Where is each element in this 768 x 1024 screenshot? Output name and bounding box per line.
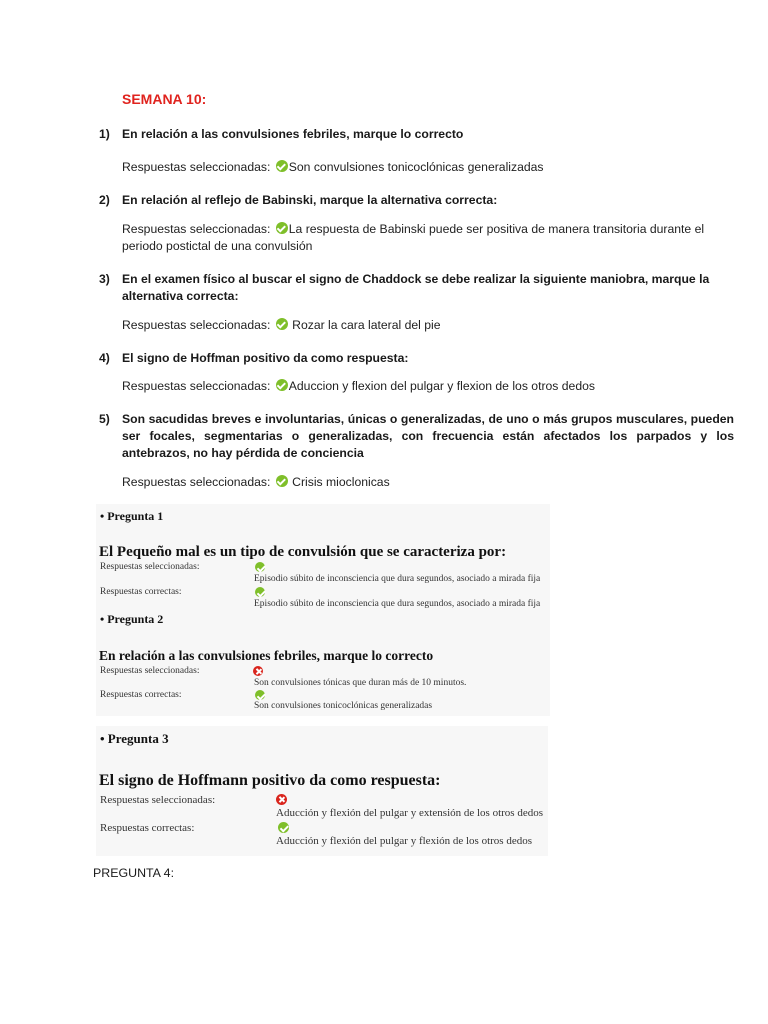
cross-icon (276, 794, 287, 805)
answer-label: Respuestas seleccionadas: (122, 160, 271, 174)
question-text: En relación a las convulsiones febriles, marque lo correcto (122, 127, 464, 141)
answer-row (122, 317, 734, 334)
screenshot-pregunta-1 (96, 504, 550, 612)
answer-text: Rozar la cara lateral del pie (292, 318, 441, 332)
question-number: 2) (99, 193, 110, 207)
answer-label: Respuestas seleccionadas: (122, 475, 271, 489)
check-icon (276, 379, 288, 391)
answer-row (122, 221, 734, 255)
question-4 (99, 350, 734, 395)
pregunta-question: En relación a las convulsiones febriles, marque lo correcto (99, 648, 434, 663)
question-number: 1) (99, 127, 110, 141)
answer-row (122, 474, 734, 491)
check-icon (276, 475, 288, 487)
correct-label: Respuestas correctas: (100, 587, 182, 597)
selected-label: Respuestas seleccionadas: (100, 562, 200, 572)
answer-text: La respuesta de Babinski puede ser positiva de manera transitoria durante el periodo postictal de una convulsión (122, 222, 705, 253)
answer-text: Aduccion y flexion del pulgar y flexion de los otros dedos (288, 379, 595, 393)
question-1 (99, 126, 734, 176)
question-text: El signo de Hoffman positivo da como respuesta: (122, 351, 409, 365)
check-icon (276, 222, 288, 234)
question-number: 4) (99, 351, 110, 365)
check-icon (276, 318, 288, 330)
cross-icon (253, 666, 263, 676)
check-icon (278, 822, 289, 833)
answer-label: Respuestas seleccionadas: (122, 318, 271, 332)
week-heading: SEMANA 10: (122, 91, 207, 107)
pregunta-heading: • Pregunta 2 (100, 612, 164, 626)
selected-label: Respuestas seleccionadas: (100, 794, 216, 806)
answer-label: Respuestas seleccionadas: (122, 222, 271, 236)
selected-answer: Aducción y flexión del pulgar y extensión de los otros dedos (276, 807, 544, 819)
correct-label: Respuestas correctas: (100, 690, 182, 700)
screenshot-pregunta-2 (96, 612, 550, 716)
question-5 (99, 411, 734, 491)
selected-answer: Episodio súbito de inconsciencia que dura segundos, asociado a mirada fija (254, 574, 541, 584)
selected-answer: Son convulsiones tónicas que duran más de 10 minutos. (254, 678, 467, 688)
check-icon (255, 690, 265, 700)
pregunta-heading: • Pregunta 1 (100, 509, 164, 523)
answer-label: Respuestas seleccionadas: (122, 379, 271, 393)
pregunta-question: El signo de Hoffmann positivo da como respuesta: (99, 772, 441, 789)
correct-answer: Son convulsiones tonicoclónicas generalizadas (254, 701, 433, 711)
question-text: En el examen físico al buscar el signo de Chaddock se debe realizar la siguiente maniobra, marque la alternativa correcta: (122, 272, 710, 303)
correct-answer: Episodio súbito de inconsciencia que dura segundos, asociado a mirada fija (254, 599, 541, 609)
answer-text: Son convulsiones tonicoclónicas generalizadas (288, 160, 544, 174)
pregunta-heading: • Pregunta 3 (100, 731, 169, 746)
pregunta-question: El Pequeño mal es un tipo de convulsión que se caracteriza por: (99, 544, 507, 560)
answer-row (122, 378, 734, 395)
check-icon (276, 160, 288, 172)
question-text: Son sacudidas breves e involuntarias, únicas o generalizadas, de uno o más grupos musculares, pueden ser focales, segmentarias o generalizadas, con frecuencia están afectados los parpados y los antebrazos, no hay pérdida de conciencia (122, 412, 734, 460)
footer-heading: PREGUNTA 4: (93, 866, 175, 880)
selected-label: Respuestas seleccionadas: (100, 666, 200, 676)
check-icon (255, 562, 265, 572)
question-number: 3) (99, 272, 110, 286)
question-3 (99, 271, 734, 334)
answer-row (122, 159, 734, 176)
answer-text: Crisis mioclonicas (292, 475, 390, 489)
correct-label: Respuestas correctas: (100, 822, 195, 834)
correct-answer: Aducción y flexión del pulgar y flexión de los otros dedos (276, 835, 533, 847)
question-text: En relación al reflejo de Babinski, marque la alternativa correcta: (122, 193, 498, 207)
screenshot-pregunta-3 (96, 726, 548, 856)
question-2 (99, 192, 734, 255)
question-number: 5) (99, 412, 110, 426)
check-icon (255, 587, 265, 597)
